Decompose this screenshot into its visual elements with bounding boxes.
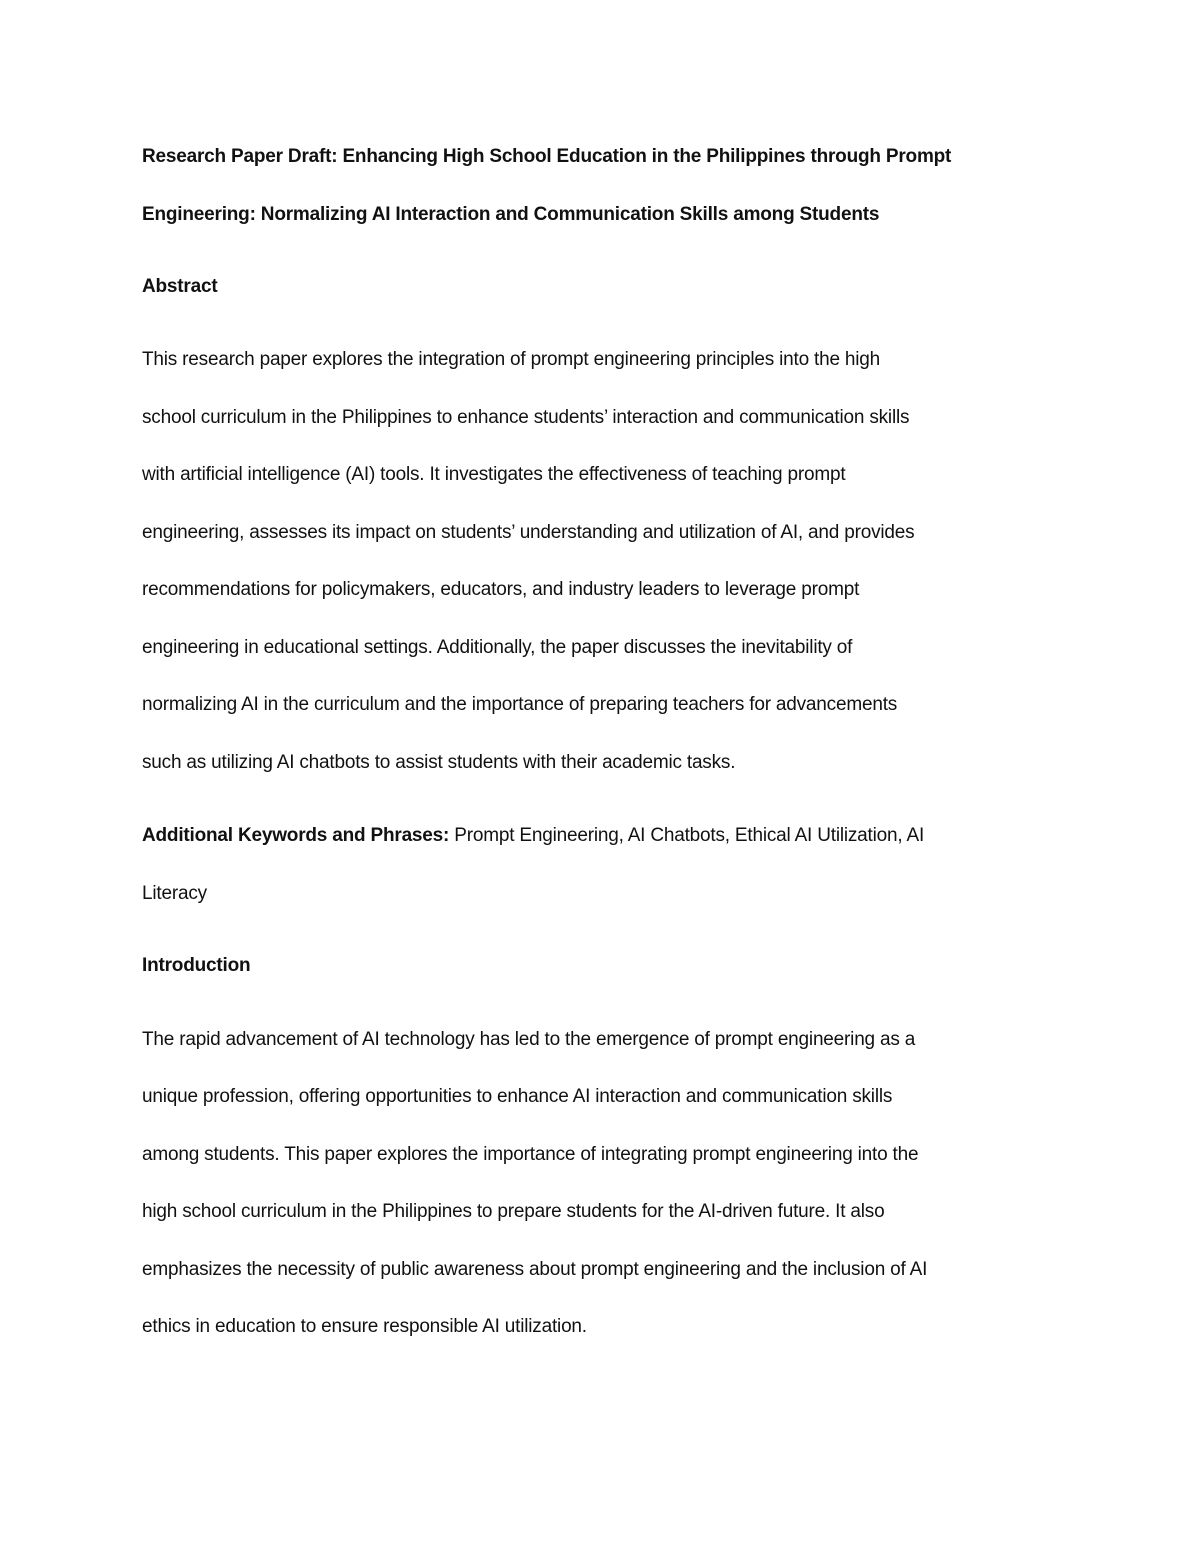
introduction-line: high school curriculum in the Philippines to prepare students for the AI-driven future. It also	[142, 1201, 885, 1222]
introduction-line: emphasizes the necessity of public awareness about prompt engineering and the inclusion of AI	[142, 1259, 928, 1280]
abstract-line: normalizing AI in the curriculum and the importance of preparing teachers for advancements	[142, 694, 898, 715]
keywords-list: Prompt Engineering, AI Chatbots, Ethical AI Utilization, AI	[449, 825, 925, 846]
abstract-line: recommendations for policymakers, educators, and industry leaders to leverage prompt	[142, 579, 860, 600]
abstract-line: with artificial intelligence (AI) tools. It investigates the effectiveness of teaching prompt	[142, 464, 846, 485]
abstract-line: school curriculum in the Philippines to enhance students’ interaction and communication skills	[142, 407, 910, 428]
abstract-line: engineering in educational settings. Additionally, the paper discusses the inevitability of	[142, 637, 853, 658]
introduction-line: The rapid advancement of AI technology has led to the emergence of prompt engineering as a	[142, 1029, 916, 1050]
introduction-line: unique profession, offering opportunities to enhance AI interaction and communication skills	[142, 1086, 893, 1107]
keywords-line-1	[142, 824, 1062, 848]
introduction-line: ethics in education to ensure responsible AI utilization.	[142, 1316, 587, 1337]
paper-title-line-2: Engineering: Normalizing AI Interaction and Communication Skills among Students	[142, 204, 880, 225]
introduction-line: among students. This paper explores the importance of integrating prompt engineering into the	[142, 1144, 919, 1165]
abstract-line: This research paper explores the integration of prompt engineering principles into the high	[142, 349, 881, 370]
introduction-heading: Introduction	[142, 955, 251, 976]
keywords-line-2: Literacy	[142, 883, 207, 904]
paper-title-line-1: Research Paper Draft: Enhancing High School Education in the Philippines through Prompt	[142, 146, 952, 167]
abstract-heading: Abstract	[142, 276, 218, 297]
keywords-label: Additional Keywords and Phrases:	[142, 825, 450, 846]
abstract-line: such as utilizing AI chatbots to assist students with their academic tasks.	[142, 752, 736, 773]
abstract-line: engineering, assesses its impact on students’ understanding and utilization of AI, and provides	[142, 522, 915, 543]
